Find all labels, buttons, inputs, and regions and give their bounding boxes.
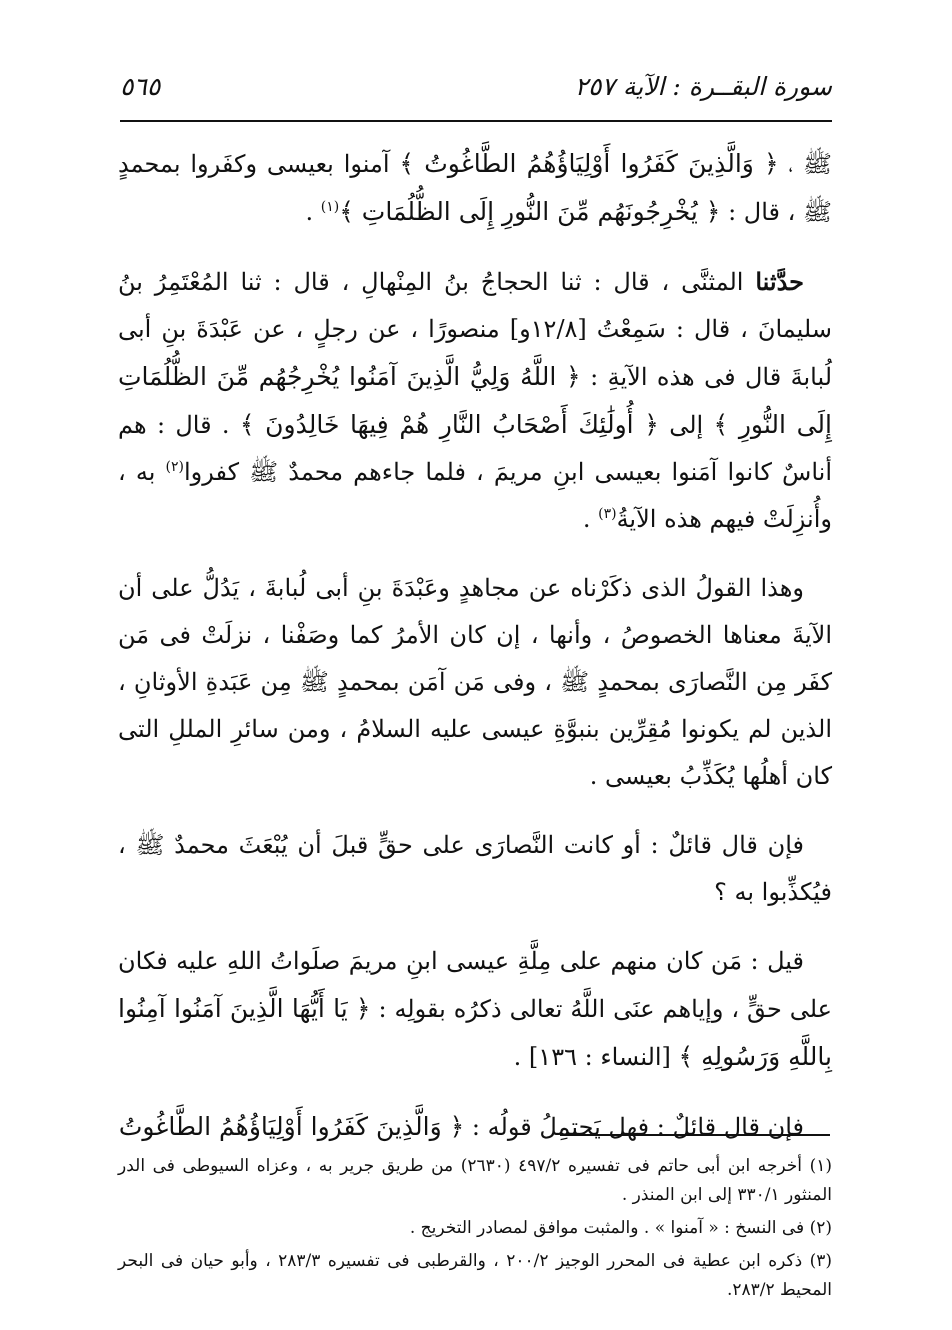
footnote-marker: (٣) — [598, 506, 617, 522]
paragraph — [118, 258, 832, 543]
footnote-marker: (١) — [320, 199, 340, 215]
footnote: (٢) فى النسخ : « آمنوا » . والمثبت موافق لمصادر التخريج . — [409, 1218, 832, 1238]
text-run: فإن قال قائلٌ : أو كانت النَّصارَى على حقٍّ قبلَ أن يُبْعَثَ محمدٌ ﷺ ، فيُكذِّبوا به ؟ — [118, 831, 832, 906]
text-run: به ، وأُنزِلَتْ فيهم هذه الآيةُ — [118, 458, 832, 533]
page-number: ٥٦٥ — [120, 71, 161, 101]
footnotes — [118, 1152, 832, 1309]
text-run: المثنَّى ، قال : ثنا الحجاجُ بنُ المِنْهالِ ، قال : ثنا المُعْتَمِرُ بنُ سليمانَ ، قال : سَمِعْتُ [١٢/٨و] منصورًا ، عن رجلٍ ، عن عَبْدَةَ بنِ أبى لُبابةَ قال فى هذه الآيةِ : — [118, 268, 832, 391]
footnote-divider — [560, 1134, 830, 1136]
text-run: . — [305, 198, 321, 226]
header-divider — [120, 120, 832, 122]
footnote: (٣) ذكره ابن عطية فى المحرر الوجيز ٢٠٠/٢ ، والقرطبى فى تفسيره ٢٨٣/٣ ، وأبو حيان فى البحر المحيط ٢٨٣/٢. — [118, 1251, 833, 1300]
page-header — [120, 64, 832, 108]
text-run: ﷺ ، — [778, 150, 833, 178]
quran-quote: ﴿ اللَّهُ وَلِيُّ الَّذِينَ آمَنُوا يُخْرِجُهُم مِّنَ الظُّلُمَاتِ إِلَى النُّورِ ﴾ — [118, 362, 832, 439]
text-run: وهذا القولُ الذى ذكَرْناه عن مجاهدٍ وعَبْدَةَ بنِ أبى لُبابةَ ، يَدُلُّ على أن الآيةَ معناها الخصوصُ ، وأنها ، إن كان الأمرُ كما وصَفْنا ، نزلَتْ فى مَن كفَر مِن النَّصارَى بمحمدٍ ﷺ ، وفى مَن آمَن بمحمدٍ ﷺ مِن عَبَدةِ الأوثانِ ، الذين لم يكونوا مُقِرِّين بنبوَّةِ عيسى عليه السلامُ ، ومن سائرِ المللِ التى كان أهلُها يُكَذِّبُ بعيسى . — [118, 574, 832, 790]
quran-quote: ﴿ يَا أَيُّهَا الَّذِينَ آمَنُوا آمِنُوا بِاللَّهِ وَرَسُولِهِ ﴾ — [118, 994, 832, 1071]
footnote: (١) أخرجه ابن أبى حاتم فى تفسيره ٤٩٧/٢ (٢٦٣٠) من طريق جرير به ، وعزاه السيوطى فى الدر المنثور ٣٣٠/١ إلى ابن المنذر . — [118, 1156, 833, 1205]
main-text — [118, 140, 832, 1173]
quran-quote: ﴿ وَالَّذِينَ كَفَرُوا أَوْلِيَاؤُهُمُ الطَّاغُوتُ ﴾ — [399, 149, 779, 178]
text-run: [النساء : ١٣٦] . — [513, 1043, 679, 1071]
text-run: . قال : هم أناسٌ كانوا آمَنوا بعيسى ابنِ مريمَ ، فلما جاءهم محمدٌ ﷺ كفروا — [118, 411, 832, 486]
paragraph — [118, 140, 832, 236]
text-run: . — [582, 505, 599, 533]
isnad-lead: حدَّثنا — [755, 267, 804, 296]
text-run: قيل : مَن كان منهم على مِلَّةِ عيسى ابنِ مريمَ صلَواتُ اللهِ عليه فكان على حقٍّ ، وإياهم عنَى اللَّهُ تعالى ذكرُه بقولِه : — [118, 947, 832, 1023]
paragraph — [118, 565, 832, 800]
text-run: إلى — [658, 411, 714, 439]
quran-quote: ﴿ أُولَٰئِكَ أَصْحَابُ النَّارِ هُمْ فِيهَا خَالِدُونَ ﴾ — [239, 410, 659, 439]
quran-quote: ﴿ يُخْرِجُونَهُم مِّنَ النُّورِ إِلَى الظُّلُمَاتِ ﴾ — [339, 197, 721, 226]
quran-quote: ﴿ وَالَّذِينَ كَفَرُوا أَوْلِيَاؤُهُمُ الطَّاغُوتُ — [118, 1112, 465, 1141]
paragraph — [118, 938, 832, 1081]
text-run: فإن قال قائلٌ : فهل يَحتمِلُ قولُه : — [464, 1113, 804, 1141]
running-title: سورة البقــرة : الآية ٢٥٧ — [574, 71, 832, 101]
text-run: آمنوا بعيسى وكفَروا بمحمدٍ ﷺ ، قال : — [118, 150, 832, 226]
paragraph — [118, 822, 832, 916]
paragraph — [118, 1103, 832, 1151]
footnote-marker: (٢) — [165, 459, 184, 475]
